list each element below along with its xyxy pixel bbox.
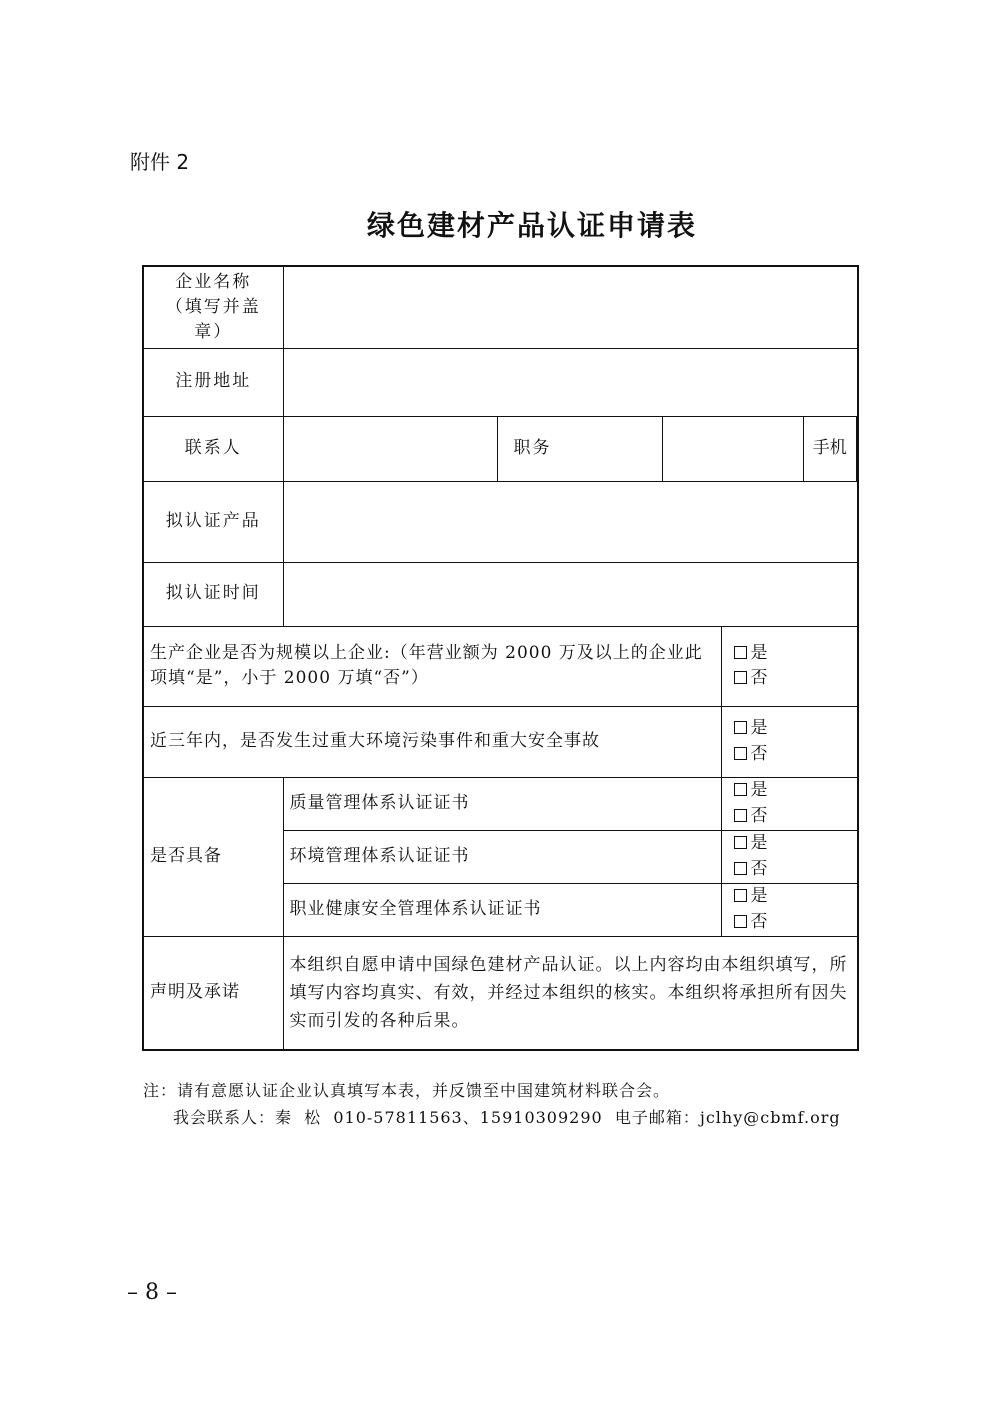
incident-question: 近三年内，是否发生过重大环境污染事件和重大安全事故 — [143, 706, 721, 777]
row-product — [143, 481, 858, 562]
checkbox-icon — [734, 721, 747, 734]
checkbox-icon — [734, 915, 747, 928]
checkbox-icon — [734, 783, 747, 796]
cert-health-yes[interactable]: 是 — [734, 884, 852, 910]
row-cert-quality — [143, 777, 858, 830]
row-company-name — [143, 266, 858, 348]
company-name-label: 企业名称 （填写并盖 章） — [143, 266, 283, 348]
row-incident — [143, 706, 858, 777]
cert-quality-options — [721, 777, 858, 830]
declaration-label: 声明及承诺 — [143, 936, 283, 1050]
cert-environment-yes[interactable]: 是 — [734, 831, 852, 857]
cert-environment-options — [721, 830, 858, 883]
contact-label: 联系人 — [143, 416, 283, 481]
cert-quality-label: 质量管理体系认证证书 — [283, 777, 721, 830]
product-field[interactable] — [283, 481, 858, 562]
row-time — [143, 562, 858, 626]
row-contact — [143, 416, 858, 481]
incident-options — [721, 706, 858, 777]
checkbox-icon — [734, 809, 747, 822]
page-number: – 8 – — [127, 1280, 177, 1305]
contact-field[interactable] — [283, 416, 497, 481]
row-declaration — [143, 936, 858, 1050]
scale-no-option[interactable]: 否 — [734, 666, 852, 692]
checkbox-icon — [734, 671, 747, 684]
product-label: 拟认证产品 — [143, 481, 283, 562]
time-field[interactable] — [283, 562, 858, 626]
note-line-1: 注：请有意愿认证企业认真填写本表，并反馈至中国建筑材料联合会。 — [143, 1081, 671, 1100]
address-label: 注册地址 — [143, 348, 283, 416]
application-form-table — [142, 265, 859, 1051]
cert-environment-no[interactable]: 否 — [734, 857, 852, 883]
position-label: 职务 — [497, 416, 662, 481]
cert-quality-no[interactable]: 否 — [734, 804, 852, 830]
declaration-text: 本组织自愿申请中国绿色建材产品认证。以上内容均由本组织填写，所填写内容均真实、有效，并经过本组织的核实。本组织将承担所有因失实而引发的各种后果。 — [283, 936, 858, 1050]
cert-health-options — [721, 883, 858, 936]
note-line-2: 我会联系人：秦 松 010-57811563、15910309290 电子邮箱：jclhy@cbmf.org — [173, 1108, 841, 1127]
attachment-label: 附件 2 — [130, 150, 190, 174]
certs-label: 是否具备 — [143, 777, 283, 936]
checkbox-icon — [734, 747, 747, 760]
cert-environment-label: 环境管理体系认证证书 — [283, 830, 721, 883]
time-label: 拟认证时间 — [143, 562, 283, 626]
company-name-field[interactable] — [283, 266, 858, 348]
checkbox-icon — [734, 889, 747, 902]
checkbox-icon — [734, 862, 747, 875]
checkbox-icon — [734, 836, 747, 849]
address-field[interactable] — [283, 348, 858, 416]
mobile-label: 手机 — [804, 417, 858, 481]
cert-health-label: 职业健康安全管理体系认证证书 — [283, 883, 721, 936]
row-address — [143, 348, 858, 416]
position-field[interactable] — [663, 417, 804, 481]
checkbox-icon — [734, 646, 747, 659]
scale-options — [721, 626, 858, 706]
cert-quality-yes[interactable]: 是 — [734, 778, 852, 804]
row-scale — [143, 626, 858, 706]
footnotes — [143, 1077, 841, 1131]
incident-no-option[interactable]: 否 — [734, 742, 852, 768]
scale-question: 生产企业是否为规模以上企业:（年营业额为 2000 万及以上的企业此项填“是”，小于 2000 万填“否”） — [143, 626, 721, 706]
position-mobile-cell — [662, 416, 858, 481]
scale-yes-option[interactable]: 是 — [734, 641, 852, 667]
form-title: 绿色建材产品认证申请表 — [366, 209, 697, 242]
cert-health-no[interactable]: 否 — [734, 910, 852, 936]
incident-yes-option[interactable]: 是 — [734, 716, 852, 742]
